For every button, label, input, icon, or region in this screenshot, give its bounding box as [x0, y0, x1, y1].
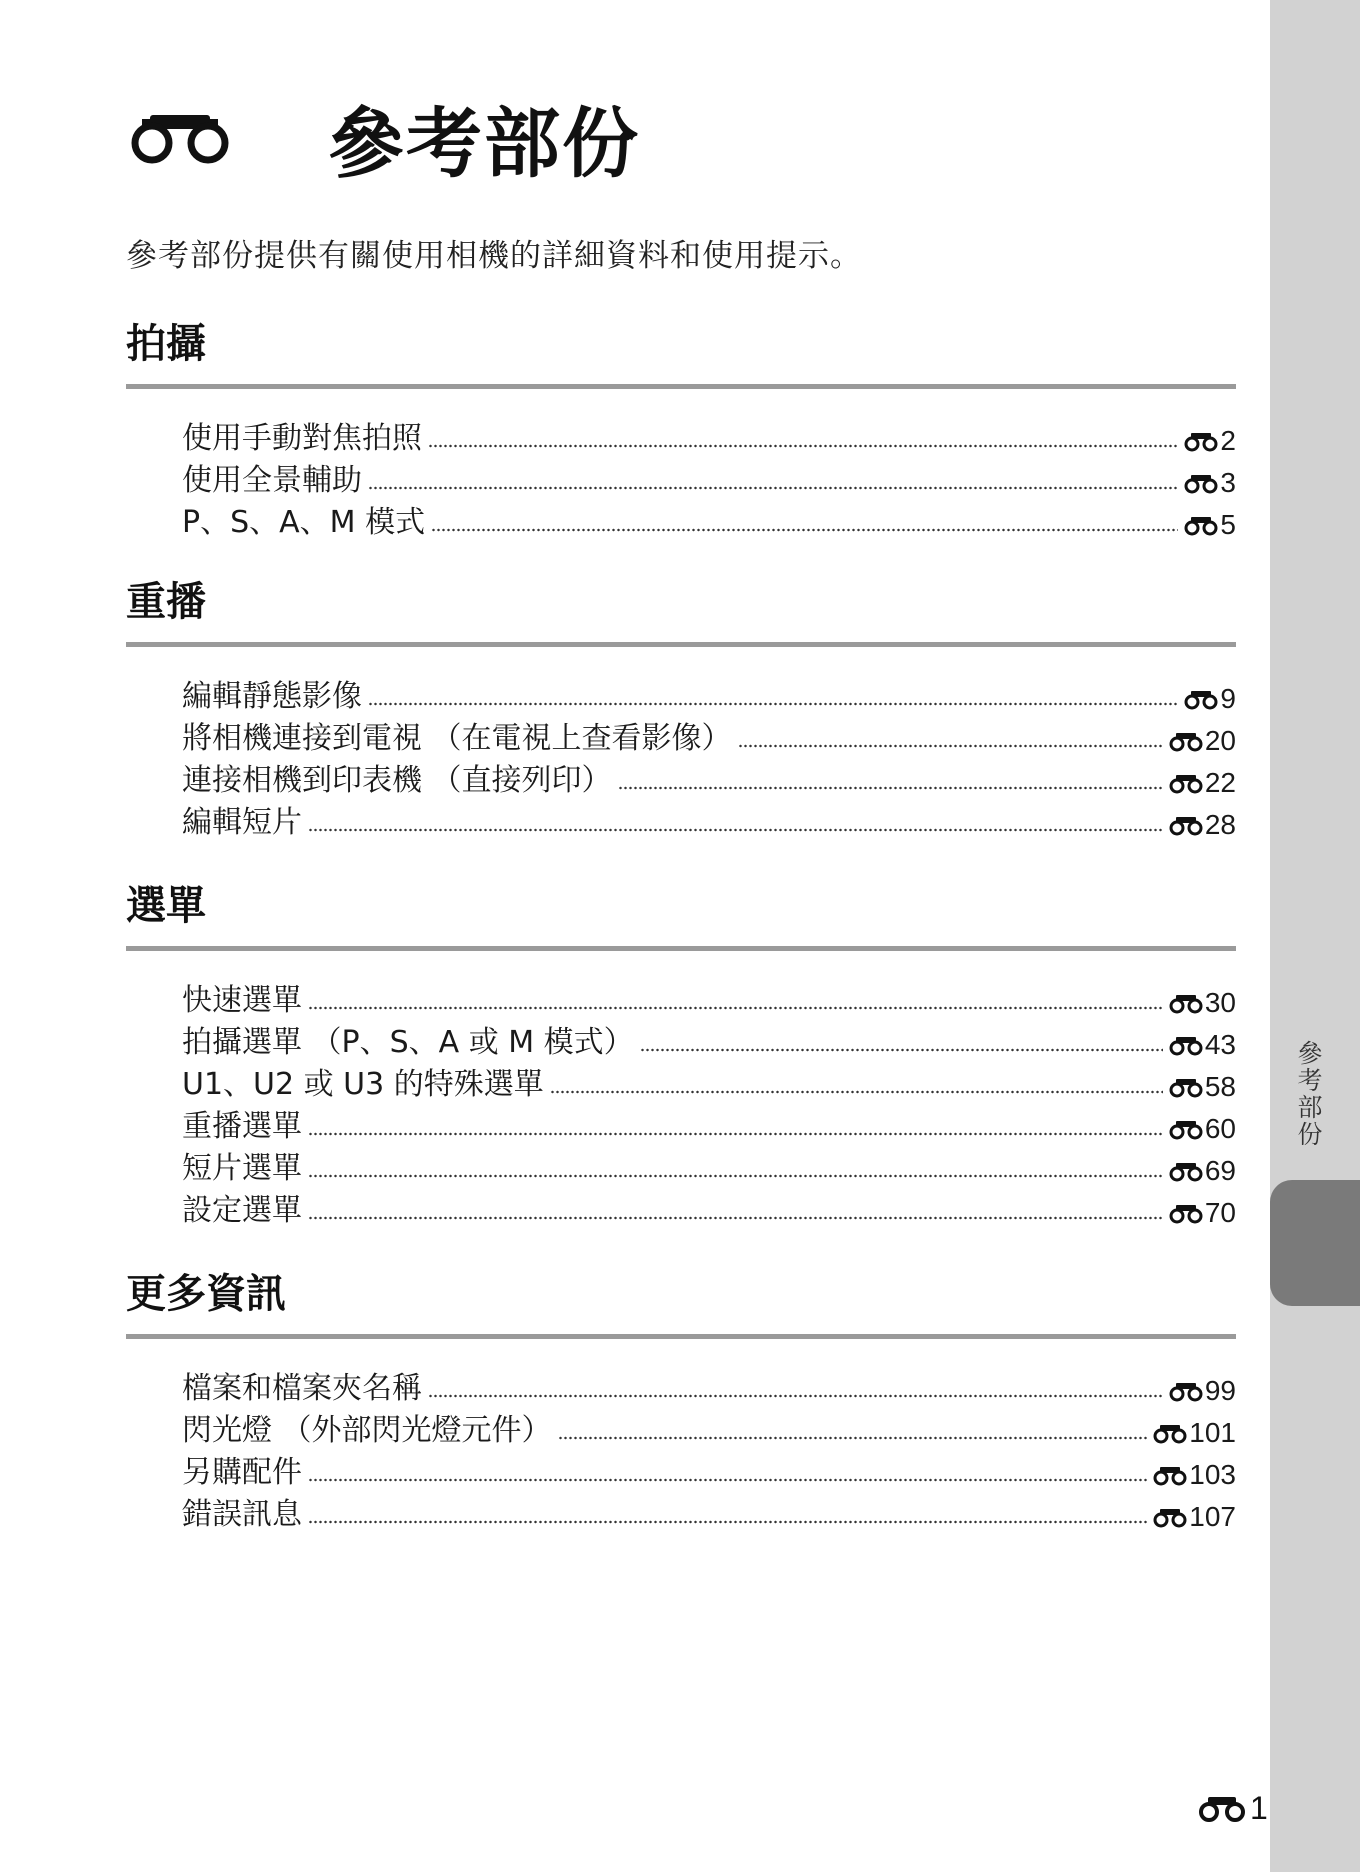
binoculars-icon: [1153, 1466, 1187, 1486]
page-number: [1198, 1790, 1268, 1827]
dot-leader: [618, 786, 1163, 790]
page-number-text: 69: [1204, 1155, 1236, 1186]
dot-leader: [308, 1006, 1163, 1010]
binoculars-icon: [1169, 1204, 1203, 1224]
page-number-text: 43: [1204, 1029, 1236, 1060]
toc-item-label: 使用全景輔助: [182, 463, 362, 498]
toc-item[interactable]: [182, 757, 1236, 799]
page-number-text: 3: [1220, 467, 1236, 498]
section-divider: [126, 1334, 1236, 1339]
dot-leader: [428, 444, 1178, 448]
toc-item[interactable]: [182, 1491, 1236, 1533]
page-number-text: 9: [1220, 683, 1236, 714]
toc-item-label: U1、U2 或 U3 的特殊選單: [182, 1067, 544, 1102]
dot-leader: [308, 828, 1163, 832]
toc-item[interactable]: [182, 1145, 1236, 1187]
section-title: 選單: [126, 883, 206, 929]
toc-item-label: 編輯短片: [182, 805, 302, 840]
toc-item-label: 快速選單: [182, 983, 302, 1018]
binoculars-icon: [1169, 816, 1203, 836]
page-number-text: 2: [1220, 425, 1236, 456]
toc-item[interactable]: [182, 715, 1236, 757]
page-number-text: 103: [1189, 1459, 1236, 1490]
dot-leader: [368, 486, 1178, 490]
toc-item[interactable]: [182, 673, 1236, 715]
binoculars-icon: [1184, 516, 1218, 536]
dot-leader: [308, 1520, 1147, 1524]
toc-item-page[interactable]: [1184, 425, 1236, 457]
toc-item[interactable]: [182, 415, 1236, 457]
toc-item[interactable]: [182, 1187, 1236, 1229]
toc-item-page[interactable]: [1169, 1071, 1236, 1103]
toc-item-label: 設定選單: [182, 1193, 302, 1228]
binoculars-icon: [1169, 774, 1203, 794]
toc-item[interactable]: [182, 799, 1236, 841]
toc-item-label: 另購配件: [182, 1455, 302, 1490]
toc-item-page[interactable]: [1169, 767, 1236, 799]
binoculars-icon: [128, 109, 232, 165]
page-number-text: 30: [1204, 987, 1236, 1018]
binoculars-icon: [1169, 1162, 1203, 1182]
page-header: [128, 82, 640, 192]
toc-item-page[interactable]: [1184, 467, 1236, 499]
toc-item-page[interactable]: [1169, 1113, 1236, 1145]
page-number-text: 28: [1204, 809, 1236, 840]
toc-item-label: 檔案和檔案夾名稱: [182, 1371, 422, 1406]
toc-item-label: 使用手動對焦拍照: [182, 421, 422, 456]
dot-leader: [738, 744, 1163, 748]
toc-item-label: 錯誤訊息: [182, 1497, 302, 1532]
toc-list: [182, 673, 1236, 841]
toc-item-page[interactable]: [1184, 683, 1236, 715]
dot-leader: [308, 1132, 1163, 1136]
toc-item-page[interactable]: [1184, 509, 1236, 541]
toc-item[interactable]: [182, 457, 1236, 499]
dot-leader: [308, 1216, 1163, 1220]
side-index-tab[interactable]: [1270, 1180, 1360, 1306]
dot-leader: [558, 1436, 1148, 1440]
toc-item-label: P、S、A、M 模式: [182, 505, 426, 540]
section-shooting: [126, 318, 1236, 541]
section-title: 更多資訊: [126, 1271, 286, 1317]
section-divider: [126, 946, 1236, 951]
toc-item-label: 閃光燈 （外部閃光燈元件）: [182, 1413, 552, 1448]
page-number-text: 22: [1204, 767, 1236, 798]
toc-item[interactable]: [182, 1365, 1236, 1407]
section-playback: [126, 576, 1236, 841]
toc-list: [182, 415, 1236, 541]
binoculars-icon: [1153, 1424, 1187, 1444]
toc-item[interactable]: [182, 1019, 1236, 1061]
toc-item-page[interactable]: [1169, 1155, 1236, 1187]
toc-item-label: 短片選單: [182, 1151, 302, 1186]
toc-item[interactable]: [182, 1449, 1236, 1491]
toc-item[interactable]: [182, 1061, 1236, 1103]
dot-leader: [428, 1394, 1163, 1398]
binoculars-icon: [1184, 432, 1218, 452]
toc-item-page[interactable]: [1169, 725, 1236, 757]
binoculars-icon: [1169, 1078, 1203, 1098]
intro-text: 參考部份提供有關使用相機的詳細資料和使用提示。: [126, 238, 862, 274]
toc-item-page[interactable]: [1153, 1417, 1236, 1449]
page-number-text: 107: [1189, 1501, 1236, 1532]
toc-list: [182, 977, 1236, 1229]
dot-leader: [550, 1090, 1163, 1094]
section-divider: [126, 642, 1236, 647]
page-number-text: 20: [1204, 725, 1236, 756]
section-divider: [126, 384, 1236, 389]
toc-item-label: 編輯靜態影像: [182, 679, 362, 714]
binoculars-icon: [1169, 732, 1203, 752]
section-title: 拍攝: [126, 321, 206, 367]
toc-item-page[interactable]: [1153, 1501, 1236, 1533]
side-index-bar: [1270, 0, 1360, 1872]
dot-leader: [308, 1478, 1147, 1482]
section-title: 重播: [126, 579, 206, 625]
toc-item[interactable]: [182, 977, 1236, 1019]
binoculars-icon: [1153, 1508, 1187, 1528]
page-number-text: 5: [1220, 509, 1236, 540]
toc-item-label: 將相機連接到電視 （在電視上查看影像）: [182, 721, 732, 756]
dot-leader: [368, 702, 1178, 706]
dot-leader: [308, 1174, 1163, 1178]
toc-item-label: 連接相機到印表機 （直接列印）: [182, 763, 612, 798]
page-number-text: 101: [1189, 1417, 1236, 1448]
binoculars-icon: [1169, 994, 1203, 1014]
section-menus: [126, 880, 1236, 1229]
binoculars-icon: [1184, 474, 1218, 494]
toc-item[interactable]: [182, 1407, 1236, 1449]
binoculars-icon: [1169, 1120, 1203, 1140]
binoculars-icon: [1169, 1036, 1203, 1056]
toc-item-page[interactable]: [1169, 1375, 1236, 1407]
page-number-text: 99: [1204, 1375, 1236, 1406]
page-number-text: 60: [1204, 1113, 1236, 1144]
toc-item[interactable]: [182, 1103, 1236, 1145]
page-number-text: 1: [1250, 1790, 1268, 1826]
toc-item-page[interactable]: [1169, 987, 1236, 1019]
dot-leader: [431, 528, 1178, 532]
toc-item[interactable]: [182, 499, 1236, 541]
page-number-text: 58: [1204, 1071, 1236, 1102]
binoculars-icon: [1198, 1796, 1246, 1822]
side-tab-label: 參考部份: [1294, 1040, 1323, 1148]
toc-item-label: 重播選單: [182, 1109, 302, 1144]
toc-list: [182, 1365, 1236, 1533]
dot-leader: [640, 1048, 1163, 1052]
toc-item-page[interactable]: [1169, 1197, 1236, 1229]
binoculars-icon: [1184, 690, 1218, 710]
toc-item-label: 拍攝選單 （P、S、A 或 M 模式）: [182, 1025, 634, 1060]
toc-item-page[interactable]: [1169, 809, 1236, 841]
binoculars-icon: [1169, 1382, 1203, 1402]
toc-item-page[interactable]: [1153, 1459, 1236, 1491]
page-title: 參考部份: [328, 98, 640, 188]
page-number-text: 70: [1204, 1197, 1236, 1228]
toc-item-page[interactable]: [1169, 1029, 1236, 1061]
section-more-info: [126, 1268, 1236, 1533]
